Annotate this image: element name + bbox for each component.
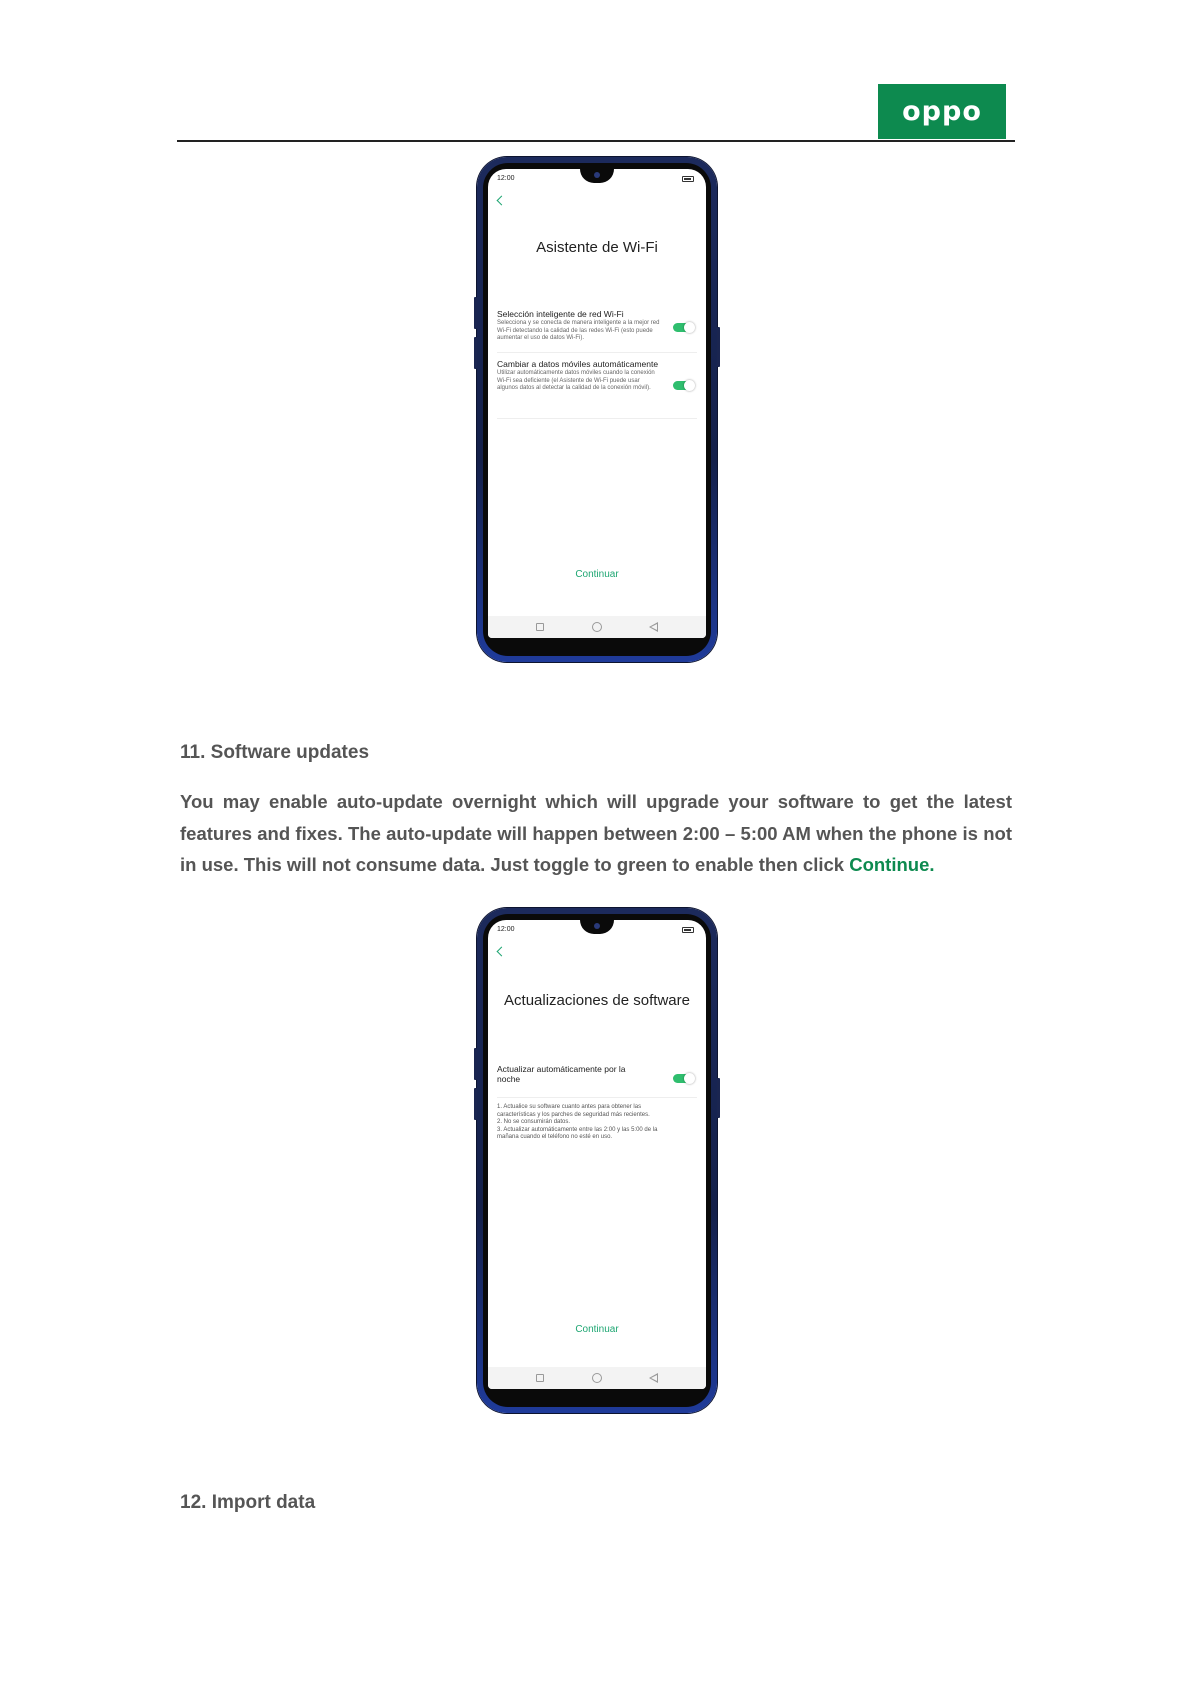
side-button <box>474 337 477 369</box>
side-button <box>474 1048 477 1080</box>
header-divider <box>177 140 1015 142</box>
back-arrow-icon[interactable] <box>497 947 507 957</box>
toggle-switch[interactable] <box>673 323 693 332</box>
note-item: 2. No se consumirán datos. <box>497 1119 571 1125</box>
setting-title: Cambiar a datos móviles automáticamente <box>497 359 659 369</box>
phone-screenshot-wifi-assistant <box>477 157 717 662</box>
setting-title: Selección inteligente de red Wi-Fi <box>497 309 624 319</box>
navigation-bar <box>488 1367 706 1389</box>
back-icon[interactable] <box>649 1373 658 1383</box>
continue-link: Continue. <box>849 854 935 875</box>
continue-button[interactable]: Continuar <box>575 569 619 580</box>
back-arrow-icon[interactable] <box>497 196 507 206</box>
note-item: 3. Actualizar automáticamente entre las 2:00 y las 5:00 de la mañana cuando el teléfono no esté en uso. <box>497 1126 658 1140</box>
phone-screen <box>488 169 706 638</box>
camera-icon <box>594 923 600 929</box>
toggle-switch[interactable] <box>673 1074 693 1083</box>
section-heading: 12. Import data <box>180 1492 316 1513</box>
screen-title: Asistente de Wi-Fi <box>536 239 658 256</box>
side-button <box>717 1078 720 1118</box>
camera-icon <box>594 172 600 178</box>
update-notes <box>497 1104 677 1142</box>
navigation-bar <box>488 616 706 638</box>
status-time: 12:00 <box>497 926 515 933</box>
recent-apps-icon[interactable] <box>536 1374 544 1382</box>
side-button <box>474 1088 477 1120</box>
setting-title: Actualizar automáticamente por la noche <box>497 1064 626 1084</box>
battery-icon <box>682 176 694 182</box>
screen-title: Actualizaciones de software <box>504 992 690 1009</box>
recent-apps-icon[interactable] <box>536 623 544 631</box>
section-paragraph <box>180 786 1012 881</box>
phone-screen <box>488 920 706 1389</box>
note-item: 1. Actualice su software cuanto antes para obtener las características y los parches de seguridad más recientes. <box>497 1104 650 1118</box>
home-icon[interactable] <box>592 622 602 632</box>
side-button <box>717 327 720 367</box>
side-button <box>474 297 477 329</box>
status-time: 12:00 <box>497 175 515 182</box>
setting-description: Selecciona y se conecta de manera inteligente a la mejor red Wi-Fi detectando la calidad de las redes Wi-Fi (esto puede aumentar el uso de datos Wi-Fi). <box>497 320 660 341</box>
oppo-logo <box>878 84 1006 139</box>
home-icon[interactable] <box>592 1373 602 1383</box>
toggle-switch[interactable] <box>673 381 693 390</box>
notch <box>580 920 614 934</box>
logo-text: oppo <box>902 96 982 127</box>
phone-screenshot-software-updates <box>477 908 717 1413</box>
back-icon[interactable] <box>649 622 658 632</box>
setting-row[interactable] <box>497 1064 697 1098</box>
paragraph-text: You may enable auto-update overnight which will upgrade your software to get the latest features and fixes. The auto-update will happen between 2:00 – 5:00 AM when the phone is not in use. This will not consume data. Just toggle to green to enable then click <box>180 791 1012 875</box>
setting-row[interactable] <box>497 309 697 353</box>
setting-description: Utilizar automáticamente datos móviles cuando la conexión Wi-Fi sea deficiente (el Asistente de Wi-Fi puede usar algunos datos al detectar la calidad de la conexión móvil). <box>497 370 655 391</box>
setting-row[interactable] <box>497 359 697 419</box>
section-heading: 11. Software updates <box>180 742 370 763</box>
continue-button[interactable]: Continuar <box>575 1324 619 1335</box>
battery-icon <box>682 927 694 933</box>
notch <box>580 169 614 183</box>
